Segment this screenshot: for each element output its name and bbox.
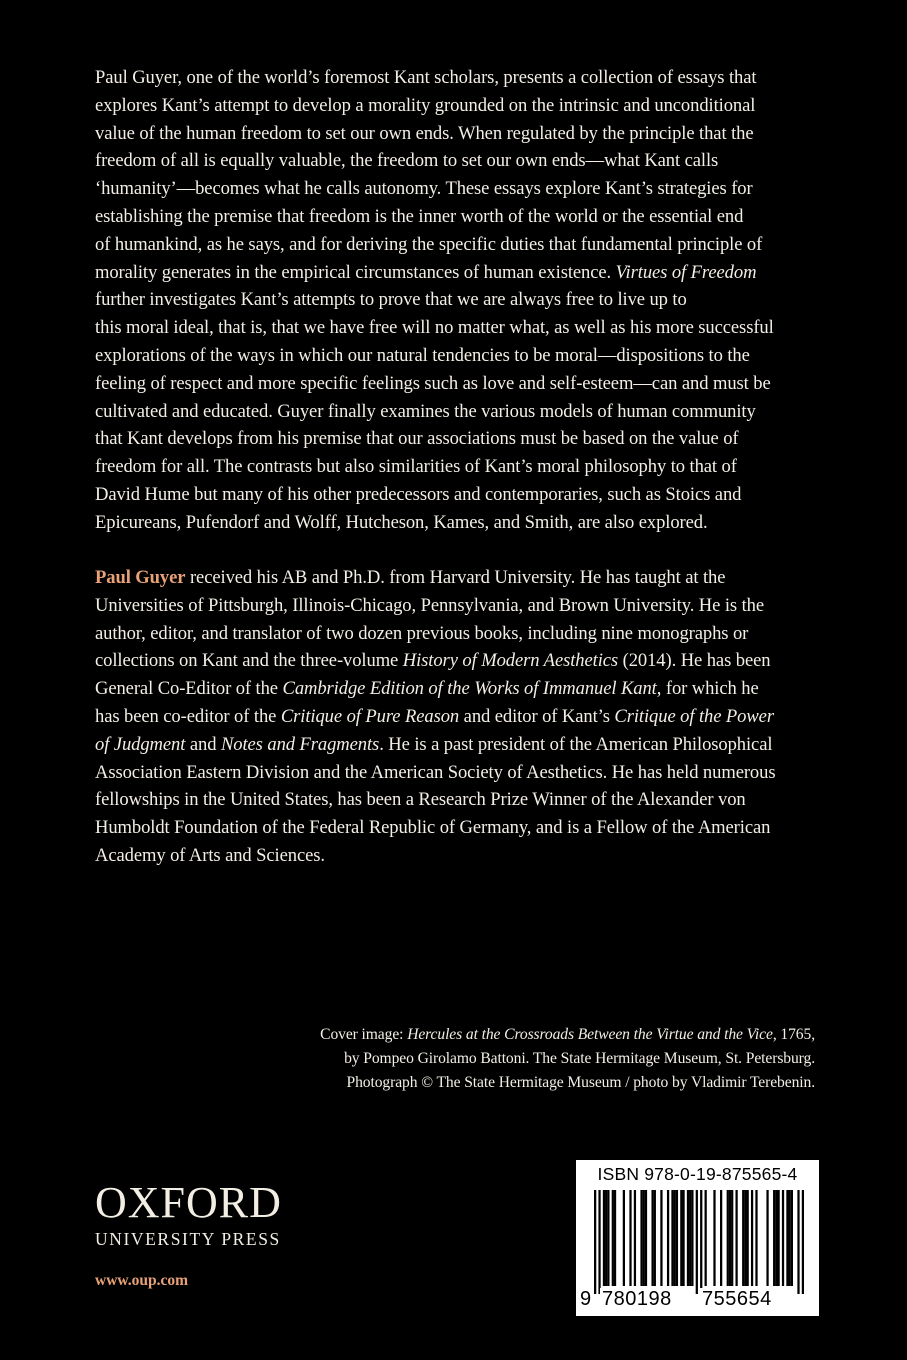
description-line: David Hume but many of his other predecessors and contemporaries, such as Stoics and bbox=[95, 483, 742, 505]
bio-text: and editor of Kant’s bbox=[459, 705, 615, 727]
bio-line bbox=[95, 647, 821, 675]
publisher-subtitle: UNIVERSITY PRESS bbox=[95, 1229, 281, 1249]
publisher-name: OXFORD bbox=[95, 1178, 282, 1227]
barcode-bar bbox=[777, 1190, 779, 1286]
book-title: Virtues of Freedom bbox=[615, 261, 757, 283]
bio-text: , for which he bbox=[656, 678, 759, 700]
barcode-bar bbox=[742, 1190, 744, 1286]
barcode-bar bbox=[705, 1190, 707, 1286]
publisher-logo bbox=[95, 1180, 310, 1250]
author-bio bbox=[95, 564, 821, 870]
barcode-bar bbox=[786, 1190, 788, 1286]
barcode-bar bbox=[654, 1190, 656, 1286]
barcode-bar bbox=[727, 1190, 729, 1286]
work-title: History of Modern Aesthetics bbox=[402, 650, 619, 672]
barcode-bar bbox=[607, 1190, 609, 1286]
work-title: Critique of the Power bbox=[614, 705, 774, 727]
publisher-url[interactable]: www.oup.com bbox=[95, 1272, 189, 1289]
isbn-digits bbox=[576, 1288, 819, 1312]
bio-line: Association Eastern Division and the American Society of Aesthetics. He has held numerous bbox=[95, 761, 776, 783]
bio-line bbox=[95, 564, 821, 592]
barcode-bar bbox=[598, 1190, 600, 1294]
barcode-bar bbox=[696, 1190, 698, 1294]
barcode-bar bbox=[747, 1190, 749, 1286]
credit-line: Photograph © The State Hermitage Museum / photo by Vladimir Terebenin. bbox=[346, 1073, 815, 1091]
bio-text: collections on Kant and the three-volume bbox=[95, 650, 403, 672]
barcode-bar bbox=[594, 1190, 596, 1294]
description-line: that Kant develops from his premise that our associations must be based on the value of bbox=[95, 428, 739, 450]
work-title: Notes and Fragments bbox=[220, 733, 380, 755]
barcode-bar bbox=[643, 1190, 645, 1286]
barcode-bar bbox=[744, 1190, 746, 1286]
credit-text: Cover image: bbox=[320, 1026, 408, 1043]
isbn-first-digit: 9 bbox=[580, 1288, 592, 1310]
bio-text: has been co-editor of the bbox=[95, 705, 281, 727]
description-line: feeling of respect and more specific feelings such as love and self-esteem—can and must be bbox=[95, 372, 771, 394]
description-line: Epicureans, Pufendorf and Wolff, Hutcheson, Kames, and Smith, are also explored. bbox=[95, 511, 708, 533]
isbn-right-group: 755654 bbox=[702, 1288, 772, 1310]
barcode-bar bbox=[802, 1190, 804, 1294]
bio-text: . He is a past president of the American Philosophical bbox=[379, 733, 773, 755]
barcode-bar bbox=[789, 1190, 791, 1286]
barcode-bar bbox=[775, 1190, 777, 1286]
barcode-bar bbox=[651, 1190, 653, 1286]
isbn-barcode bbox=[576, 1160, 819, 1316]
barcode-bar bbox=[640, 1190, 642, 1286]
barcode-bar bbox=[782, 1190, 784, 1286]
description-line: establishing the premise that freedom is the inner worth of the world or the essential end bbox=[95, 205, 744, 227]
author-name: Paul Guyer bbox=[95, 567, 186, 588]
credit-line bbox=[255, 1023, 815, 1047]
description-line: freedom for all. The contrasts but also similarities of Kant’s moral philosophy to that of bbox=[95, 456, 737, 478]
work-title: Critique of Pure Reason bbox=[280, 705, 460, 727]
description-text: morality generates in the empirical circumstances of human existence. bbox=[95, 261, 612, 283]
bio-line: Academy of Arts and Sciences. bbox=[95, 844, 325, 866]
work-title: of Judgment bbox=[95, 733, 186, 755]
barcode-bar bbox=[680, 1190, 682, 1286]
bio-text: General Co-Editor of the bbox=[95, 678, 283, 700]
barcode-bar bbox=[797, 1190, 799, 1294]
bio-line: Humboldt Foundation of the Federal Republic of Germany, and is a Fellow of the American bbox=[95, 817, 771, 839]
barcode-bar bbox=[791, 1190, 793, 1286]
bio-line: fellowships in the United States, has been a Research Prize Winner of the Alexander von bbox=[95, 789, 746, 811]
barcode-bar bbox=[671, 1190, 673, 1286]
credit-text: , 1765, bbox=[772, 1026, 815, 1043]
barcode-bar bbox=[629, 1190, 631, 1286]
description-line: cultivated and educated. Guyer finally examines the various models of human community bbox=[95, 400, 756, 422]
cover-image-credit bbox=[255, 1023, 815, 1094]
barcode-bar bbox=[603, 1190, 605, 1286]
barcode-bar bbox=[682, 1190, 684, 1286]
barcode-bar bbox=[755, 1190, 757, 1286]
barcode-bar bbox=[751, 1190, 753, 1286]
description-line: ‘humanity’—becomes what he calls autonomy. These essays explore Kant’s strategies for bbox=[95, 178, 753, 200]
barcode-bar bbox=[766, 1190, 768, 1286]
description-line: freedom of all is equally valuable, the freedom to set our own ends—what Kant calls bbox=[95, 150, 719, 172]
barcode-bar bbox=[667, 1190, 669, 1286]
barcode-bar bbox=[674, 1190, 676, 1286]
barcode-bar bbox=[676, 1190, 678, 1286]
barcode-bar bbox=[720, 1190, 722, 1286]
description-line: Paul Guyer, one of the world’s foremost Kant scholars, presents a collection of essays that bbox=[95, 67, 757, 88]
bio-text: received his AB and Ph.D. from Harvard University. He has taught at the bbox=[185, 567, 726, 588]
barcode-bar bbox=[645, 1190, 647, 1286]
barcode-bar bbox=[700, 1190, 702, 1294]
barcode-bar bbox=[687, 1190, 689, 1286]
isbn-label: ISBN 978-0-19-875565-4 bbox=[597, 1164, 798, 1184]
barcode-bar bbox=[605, 1190, 607, 1286]
barcode-bar bbox=[689, 1190, 691, 1286]
book-description bbox=[95, 64, 821, 537]
barcode-bar bbox=[729, 1190, 731, 1286]
bio-line bbox=[95, 703, 821, 731]
description-line: explorations of the ways in which our natural tendencies to be moral—dispositions to the bbox=[95, 344, 750, 366]
painting-title: Hercules at the Crossroads Between the Virtue and the Vice bbox=[407, 1026, 773, 1043]
barcode-bar bbox=[660, 1190, 662, 1286]
bio-line: Universities of Pittsburgh, Illinois-Chicago, Pennsylvania, and Brown University. He is the bbox=[95, 594, 764, 616]
barcode-bar bbox=[623, 1190, 625, 1286]
description-line: of humankind, as he says, and for deriving the specific duties that fundamental principle of bbox=[95, 233, 763, 255]
barcode-bar bbox=[691, 1190, 693, 1286]
description-line: further investigates Kant’s attempts to prove that we are always free to live up to bbox=[95, 289, 687, 311]
work-title: Cambridge Edition of the Works of Immanuel Kant bbox=[282, 678, 657, 700]
isbn-left-group: 780198 bbox=[602, 1288, 672, 1310]
barcode-bar bbox=[614, 1190, 616, 1286]
barcode-bars bbox=[594, 1190, 804, 1294]
barcode-bar bbox=[773, 1190, 775, 1286]
description-line: value of the human freedom to set our own ends. When regulated by the principle that the bbox=[95, 122, 754, 144]
bio-text: and bbox=[185, 733, 221, 755]
bio-text: (2014). He has been bbox=[618, 650, 771, 672]
description-line: explores Kant’s attempt to develop a morality grounded on the intrinsic and unconditional bbox=[95, 94, 756, 116]
description-line bbox=[95, 259, 821, 287]
credit-line: by Pompeo Girolamo Battoni. The State Hermitage Museum, St. Petersburg. bbox=[344, 1049, 815, 1067]
barcode-bar bbox=[735, 1190, 737, 1286]
bio-line bbox=[95, 731, 821, 759]
bio-line bbox=[95, 675, 821, 703]
description-line: this moral ideal, that is, that we have free will no matter what, as well as his more successful bbox=[95, 317, 774, 339]
bio-line: author, editor, and translator of two dozen previous books, including nine monographs or bbox=[95, 622, 749, 644]
barcode-bar bbox=[713, 1190, 715, 1286]
barcode-bar bbox=[634, 1190, 636, 1286]
barcode-bar bbox=[612, 1190, 614, 1286]
barcode-bar bbox=[731, 1190, 733, 1286]
